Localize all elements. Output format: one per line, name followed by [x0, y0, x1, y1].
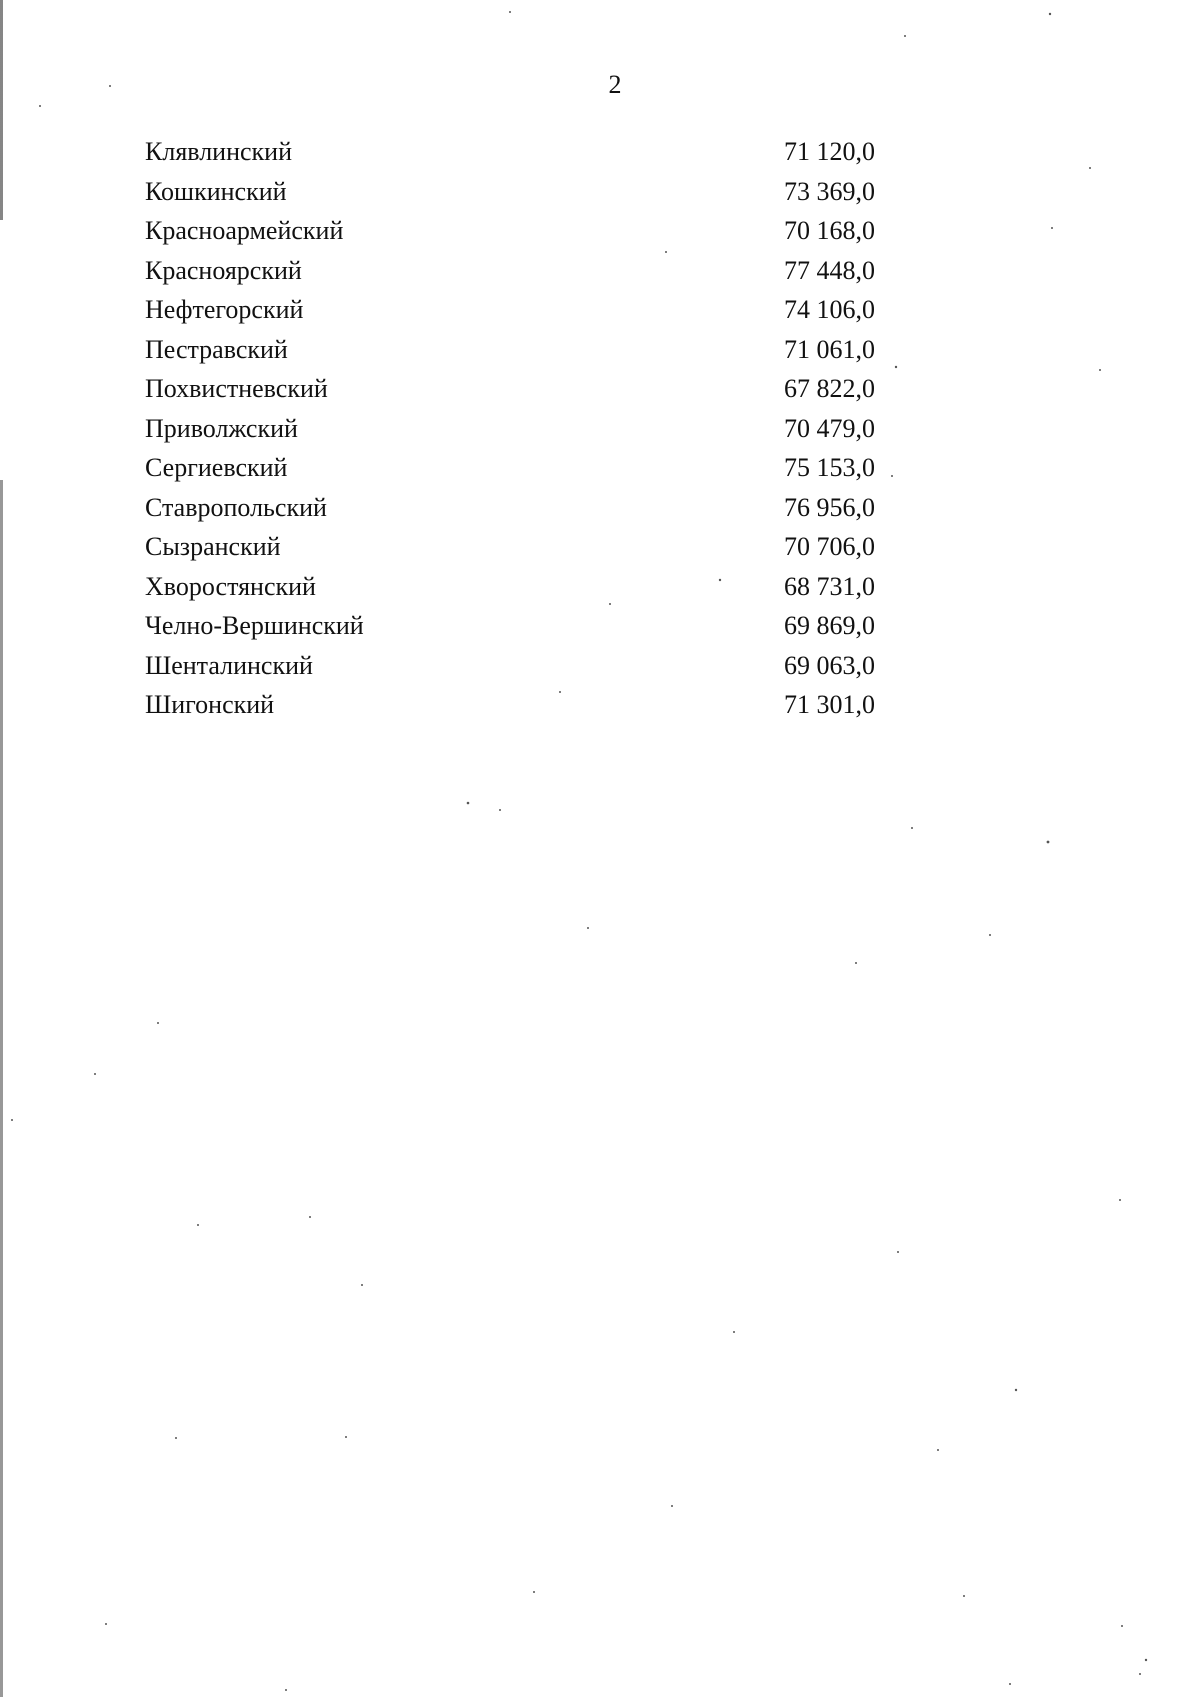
- district-name: Шенталинский: [145, 650, 313, 680]
- district-row: [145, 330, 875, 370]
- district-row: [145, 132, 875, 172]
- district-amount: 70 168,0: [784, 216, 875, 245]
- district-amount: 71 061,0: [784, 334, 875, 364]
- district-amount: 74 106,0: [784, 295, 875, 324]
- district-amount: 69 869,0: [784, 611, 875, 640]
- district-amount: 71 120,0: [784, 137, 875, 166]
- district-name: Шигонский: [145, 690, 275, 719]
- district-amount: 70 706,0: [784, 532, 875, 561]
- district-name: Красноармейский: [145, 216, 344, 245]
- district-name: Нефтегорский: [145, 295, 304, 324]
- district-amount: 68 731,0: [784, 571, 875, 601]
- district-name: Сызранский: [145, 532, 281, 561]
- district-row: [145, 290, 875, 330]
- district-rows: [145, 132, 875, 725]
- district-name: Хворостянский: [145, 571, 316, 601]
- district-name: Клявлинский: [145, 137, 293, 166]
- district-row: [145, 409, 875, 449]
- district-amount: 67 822,0: [784, 374, 875, 403]
- district-name: Челно-Вершинский: [145, 611, 364, 640]
- district-row: [145, 567, 875, 607]
- district-row: [145, 369, 875, 409]
- district-row: [145, 488, 875, 528]
- district-name: Красноярский: [145, 255, 302, 285]
- district-amount: 70 479,0: [784, 413, 875, 443]
- district-row: [145, 172, 875, 212]
- district-name: Кошкинский: [145, 176, 287, 206]
- district-name: Ставропольский: [145, 492, 327, 522]
- district-name: Похвистневский: [145, 374, 328, 403]
- district-row: [145, 527, 875, 567]
- district-amount-table: [145, 132, 875, 725]
- district-name: Пестравский: [145, 334, 288, 364]
- district-row: [145, 646, 875, 686]
- district-amount: 76 956,0: [784, 492, 875, 522]
- page-number: 2: [608, 70, 622, 99]
- district-amount: 77 448,0: [784, 255, 875, 285]
- district-name: Сергиевский: [145, 453, 288, 482]
- district-amount: 73 369,0: [784, 176, 875, 206]
- district-row: [145, 685, 875, 725]
- scan-edge-shadow: [0, 0, 3, 1697]
- district-name: Приволжский: [145, 413, 298, 443]
- district-amount: 69 063,0: [784, 650, 875, 680]
- district-row: [145, 606, 875, 646]
- district-row: [145, 448, 875, 488]
- district-amount: 75 153,0: [784, 453, 875, 482]
- district-row: [145, 211, 875, 251]
- district-amount: 71 301,0: [784, 690, 875, 719]
- district-row: [145, 251, 875, 291]
